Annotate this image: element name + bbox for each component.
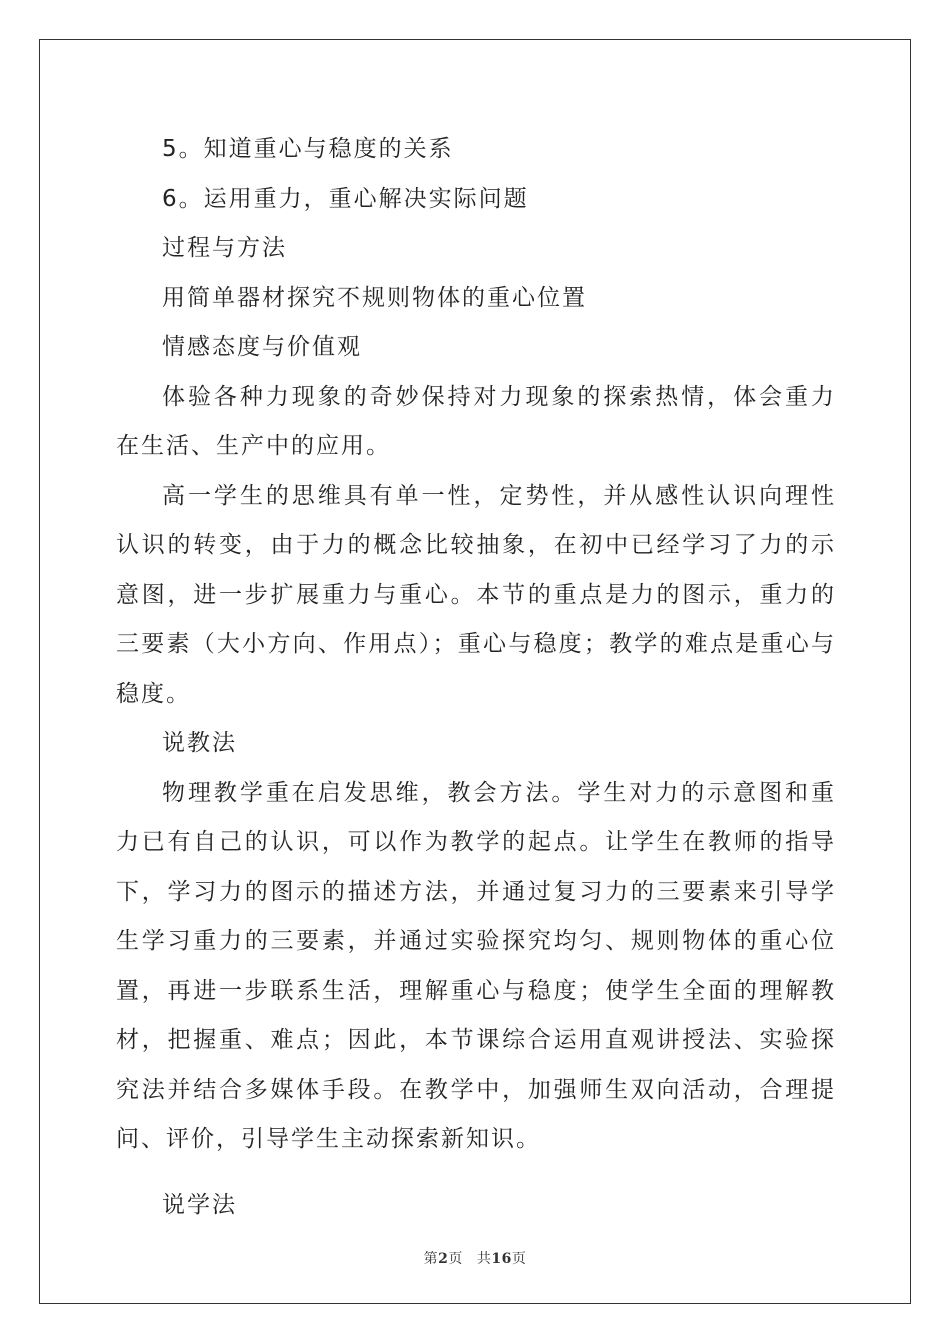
section-heading-teaching-method: 说教法 [162,730,237,756]
section-heading-attitude-values: 情感态度与价值观 [162,334,362,360]
list-item-5: 5。知道重心与稳度的关系 [162,136,454,162]
section-heading-process-method: 过程与方法 [162,235,287,261]
page-suffix: 页 [448,1251,463,1267]
paragraph: 用简单器材探究不规则物体的重心位置 [162,284,587,311]
paragraph: 高一学生的思维具有单一性，定势性，并从感性认识向理性认识的转变，由于力的概念比较抽象，在初中已经学习了力的示意图，进一步扩展重力与重心。本节的重点是力的图示，重力的三要素（大小方向、作用点）；重心与稳度；教学的难点是重心与稳度。 [116,482,836,707]
list-item-6: 6。运用重力，重心解决实际问题 [162,185,529,212]
page-prefix: 第 [423,1251,439,1267]
total-pages: 16 [491,1251,512,1267]
section-heading-learning-method: 说学法 [162,1191,237,1218]
page-footer [0,1248,950,1268]
document-body [116,125,836,1230]
total-prefix: 共 [476,1251,492,1267]
page-number: 2 [438,1251,449,1267]
total-suffix: 页 [511,1251,527,1267]
paragraph: 物理教学重在启发思维，教会方法。学生对力的示意图和重力已有自己的认识，可以作为教学的起点。让学生在教师的指导下，学习力的图示的描述方法，并通过复习力的三要素来引导学生学习重力的三要素，并通过实验探究均匀、规则物体的重心位置，再进一步联系生活，理解重心与稳度；使学生全面的理解教材，把握重、难点；因此，本节课综合运用直观讲授法、实验探究法并结合多媒体手段。在教学中，加强师生双向活动，合理提问、评价，引导学生主动探索新知识。 [116,779,836,1152]
paragraph: 体验各种力现象的奇妙保持对力现象的探索热情，体会重力在生活、生产中的应用。 [116,383,836,459]
